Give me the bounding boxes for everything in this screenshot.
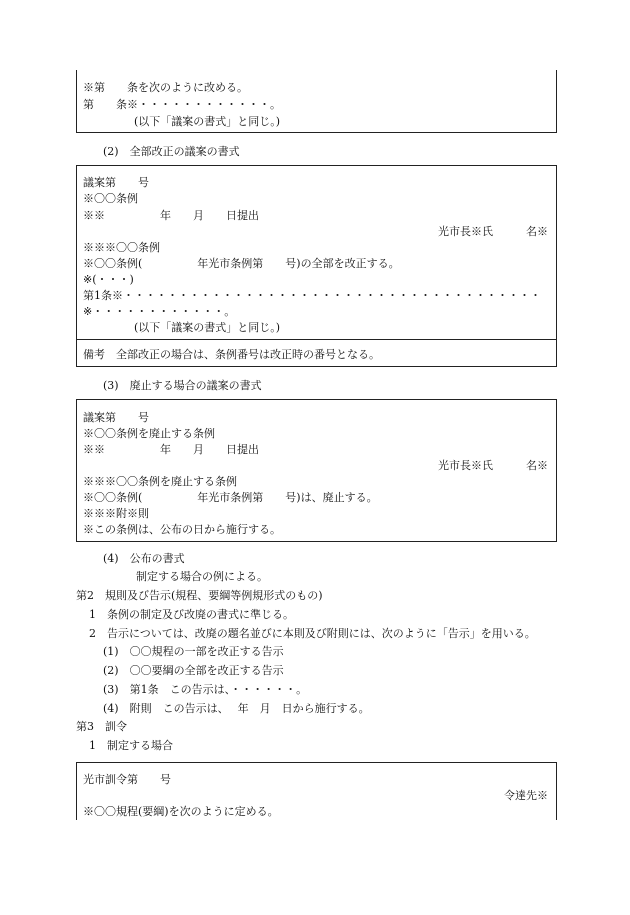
part-2-item-2: 2 告示については、改廃の題名並びに本則及び附則には、次のように「告示」を用いる。	[89, 627, 536, 640]
article-continuation: ※・・・・・・・・・・・・。	[83, 305, 236, 318]
box1-line1: ※第 条を次のように改める。	[83, 81, 248, 94]
note-divider	[77, 339, 556, 340]
part-3-item-1: 1 制定する場合	[89, 739, 173, 752]
section-3-heading: (3) 廃止する場合の議案の書式	[103, 379, 262, 392]
part-2-item-2-sub-4: (4) 附則 この告示は、 年 月 日から施行する。	[103, 702, 370, 715]
part-3-heading: 第3 訓令	[76, 720, 127, 733]
remarks-note: 備考 全部改正の場合は、条例番号は改正時の番号となる。	[83, 348, 380, 361]
part-2-item-1: 1 条例の制定及び改廃の書式に準じる。	[89, 608, 294, 621]
part-2-item-2-sub-3: (3) 第1条 この告示は、・・・・・・。	[103, 683, 308, 696]
instruction-enactment-clause: ※〇〇規程(要綱)を次のように定める。	[83, 805, 279, 818]
part-2-item-2-sub-1: (1) 〇〇規程の一部を改正する告示	[103, 645, 284, 658]
repeal-bill-date: ※※ 年 月 日提出	[83, 443, 259, 456]
ordinance-caption: ※(・・・)	[83, 273, 134, 286]
part-2-heading: 第2 規則及び告示(規程、要綱等例規形式のもの)	[76, 589, 323, 602]
repeal-ordinance-title: ※※※〇〇条例を廃止する条例	[83, 475, 237, 488]
instruction-number: 光市訓令第 号	[83, 773, 171, 786]
bill-date: ※※ 年 月 日提出	[83, 209, 259, 222]
enforcement-clause: ※この条例は、公布の日から施行する。	[83, 523, 281, 536]
full-revision-bill-box	[76, 165, 557, 367]
box1-line3: (以下「議案の書式」と同じ。)	[134, 115, 281, 128]
repeal-mayor-signature: 光市長※氏 名※	[438, 459, 548, 472]
section-2-heading: (2) 全部改正の議案の書式	[103, 145, 240, 158]
amendment-example-box	[76, 70, 557, 133]
bill-title: ※〇〇条例	[83, 192, 138, 205]
repeal-bill-number: 議案第 号	[83, 411, 149, 424]
repeal-clause: ※〇〇条例( 年光市条例第 号)は、廃止する。	[83, 491, 378, 504]
section-4-text: 制定する場合の例による。	[136, 570, 268, 583]
bill-number: 議案第 号	[83, 176, 149, 189]
instruction-format-box	[76, 762, 557, 820]
ordinance-revision-clause: ※〇〇条例( 年光市条例第 号)の全部を改正する。	[83, 257, 400, 270]
mayor-signature: 光市長※氏 名※	[438, 225, 548, 238]
repeal-bill-title: ※〇〇条例を廃止する条例	[83, 427, 215, 440]
part-2-item-2-sub-2: (2) 〇〇要綱の全部を改正する告示	[103, 664, 284, 677]
ordinance-title: ※※※〇〇条例	[83, 241, 160, 254]
section-4-heading: (4) 公布の書式	[103, 552, 185, 565]
repeal-bill-box	[76, 399, 557, 542]
article-1: 第1条※・・・・・・・・・・・・・・・・・・・・・・・・・・・・・・・・・・・・・・	[83, 289, 541, 302]
recipient: 令達先※	[504, 789, 548, 802]
box1-line2: 第 条※・・・・・・・・・・・・。	[83, 98, 281, 111]
supplementary-provisions: ※※※附※則	[83, 507, 149, 520]
same-as-note: (以下「議案の書式」と同じ。)	[134, 321, 281, 334]
